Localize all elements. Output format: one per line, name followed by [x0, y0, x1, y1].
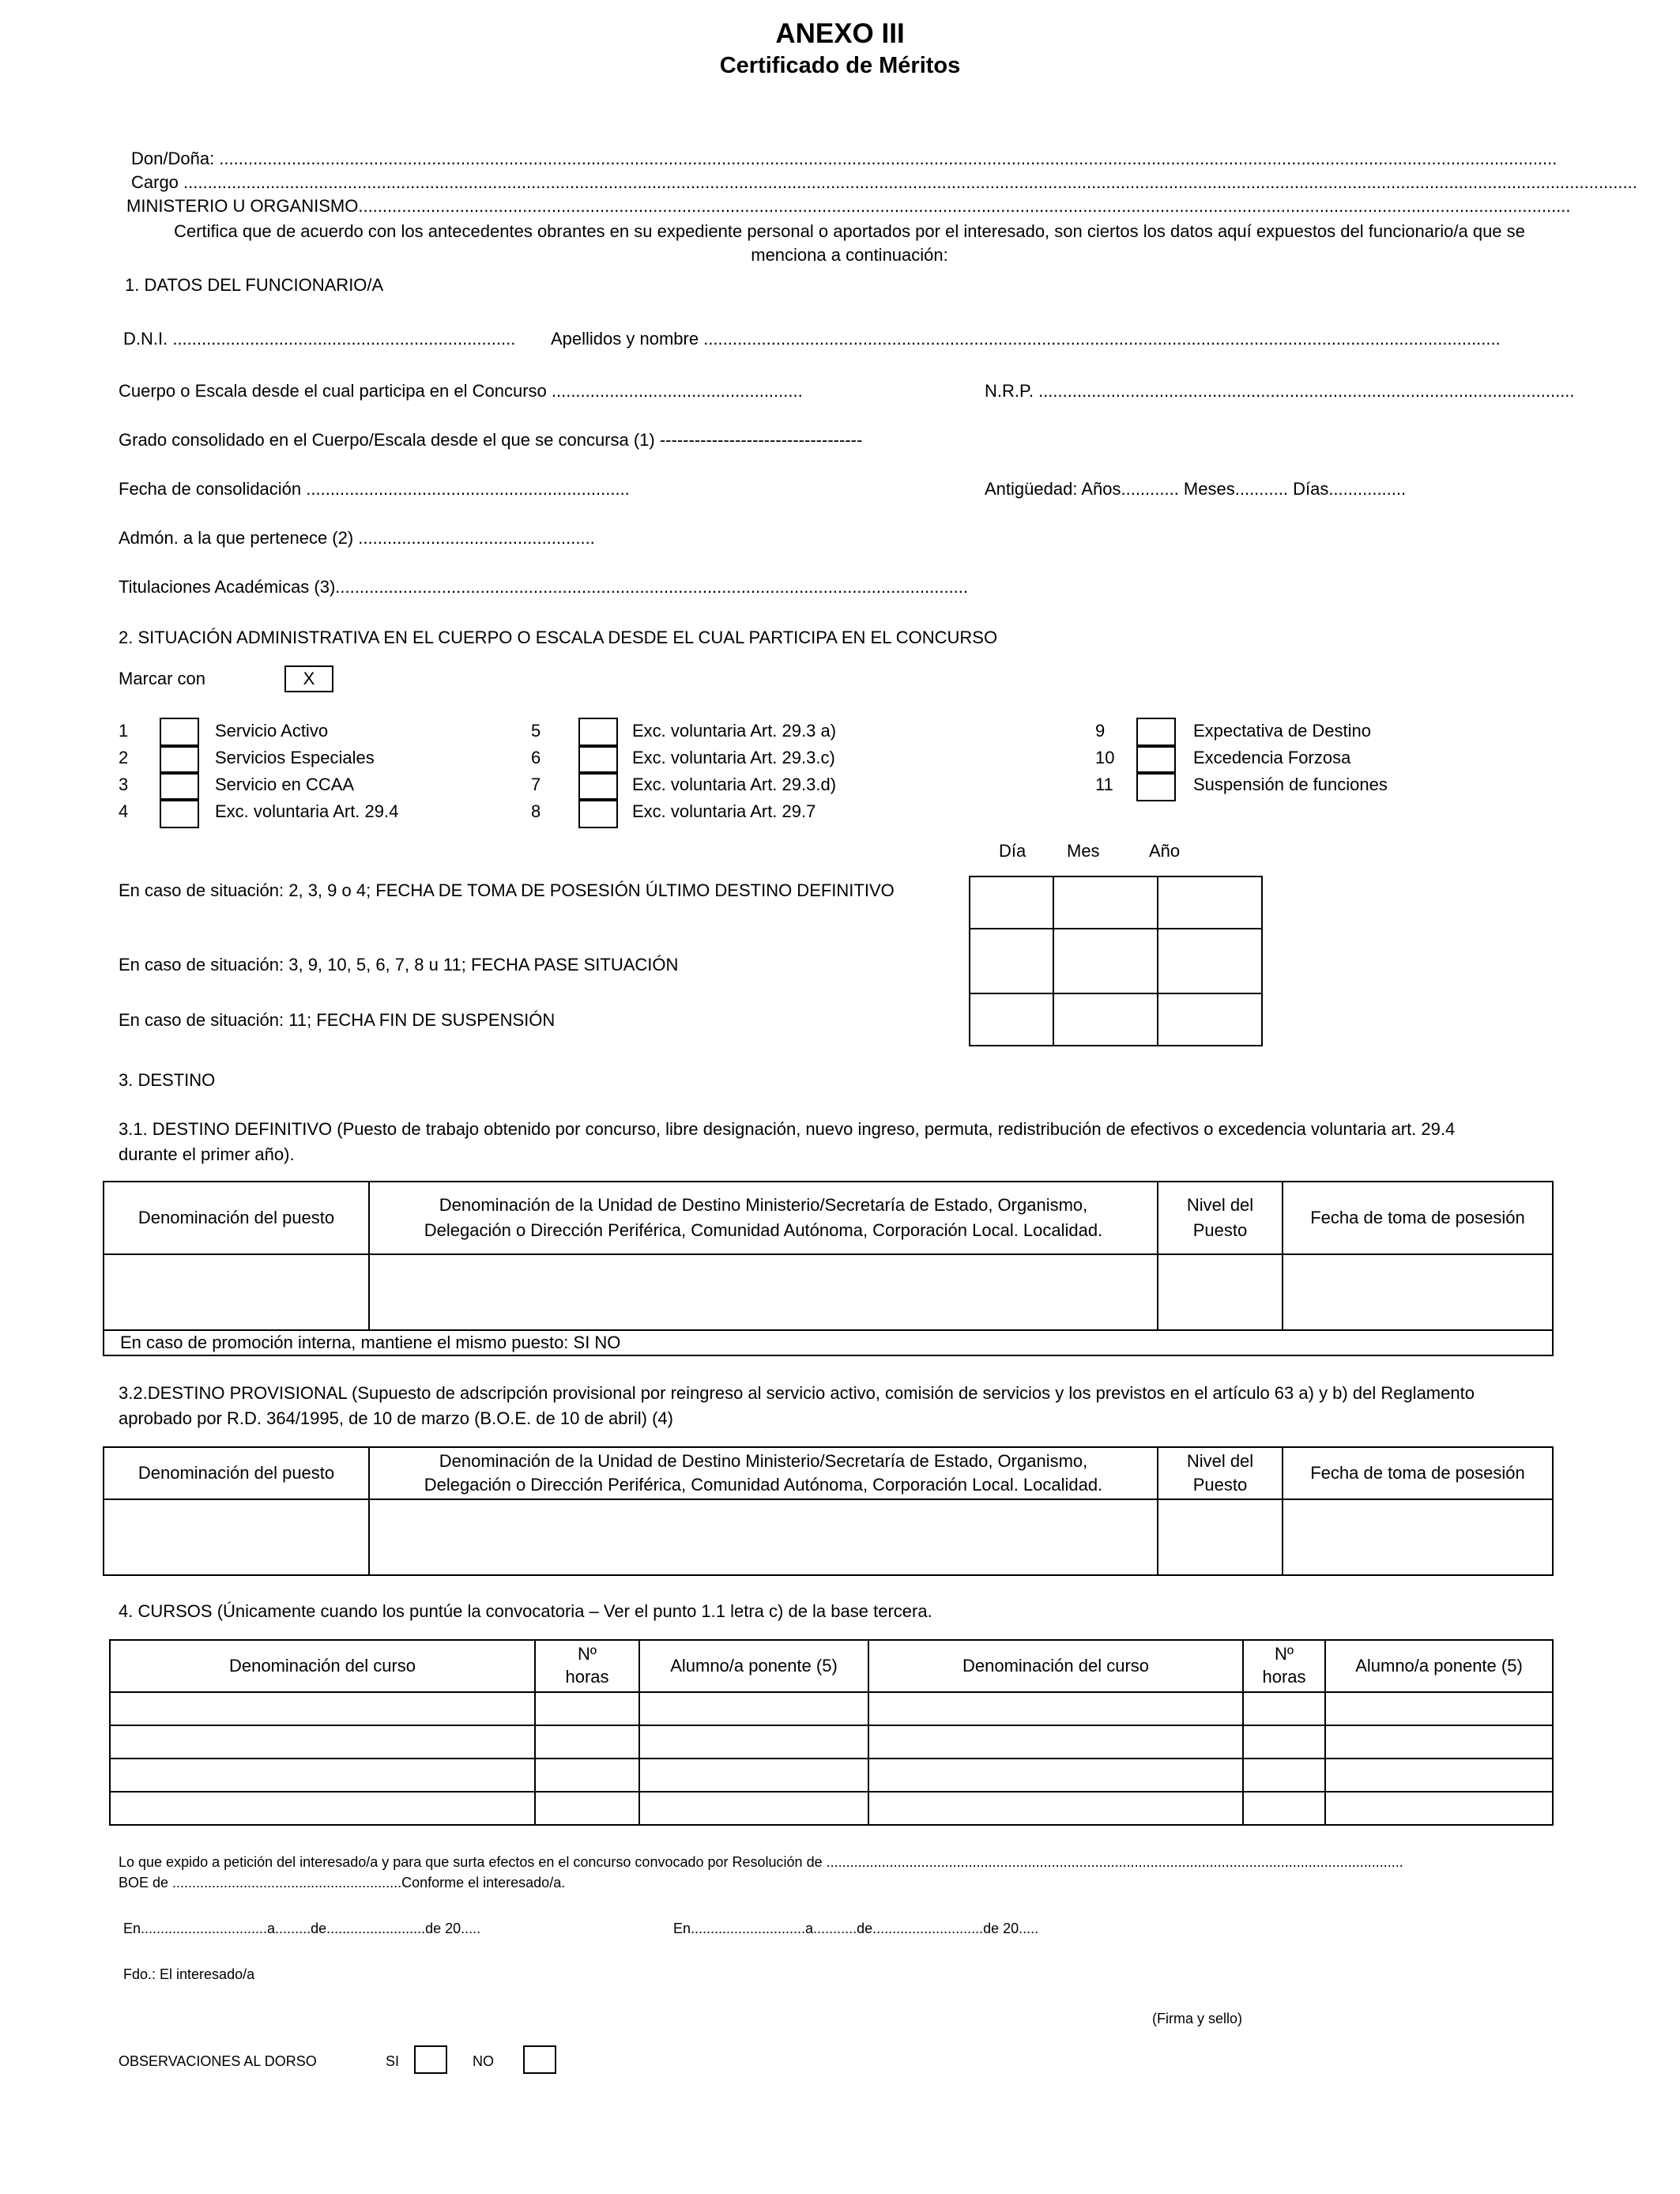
- situacion-checkbox-4[interactable]: [160, 798, 199, 828]
- header-horas-line2: horas: [1262, 1667, 1306, 1687]
- horas-cell[interactable]: [1243, 1692, 1325, 1725]
- alumno-cell[interactable]: [1325, 1792, 1553, 1825]
- document-subtitle: Certificado de Méritos: [719, 53, 961, 78]
- observaciones-label: OBSERVACIONES AL DORSO: [119, 2053, 317, 2069]
- header-fecha: Fecha de toma de posesión: [1283, 1447, 1553, 1499]
- section1-heading: 1. DATOS DEL FUNCIONARIO/A: [125, 275, 384, 295]
- fecha-cell[interactable]: [1283, 1499, 1553, 1575]
- curso-cell[interactable]: [110, 1725, 535, 1759]
- nivel-cell[interactable]: [1158, 1254, 1283, 1330]
- situacion-label: Suspensión de funciones: [1193, 775, 1388, 794]
- situacion-checkbox-6[interactable]: [578, 745, 618, 775]
- unidad-cell[interactable]: [369, 1254, 1158, 1330]
- horas-cell[interactable]: [535, 1692, 639, 1725]
- fecha-cell[interactable]: [1053, 876, 1158, 929]
- header-horas-line1: Nº: [578, 1644, 597, 1664]
- firma-sello-label: (Firma y sello): [1152, 2011, 1243, 2026]
- situacion-checkbox-10[interactable]: [1136, 745, 1176, 775]
- fecha-consolidacion-field[interactable]: Fecha de consolidación ...................................................................: [119, 479, 630, 499]
- header-horas: [1243, 1640, 1325, 1692]
- situacion-num: 1: [119, 721, 129, 741]
- nivel-cell[interactable]: [1158, 1499, 1283, 1575]
- expido-line1[interactable]: Lo que expido a petición del interesado/a y para que surta efectos en el concurso convocado por Resolución de ..................................................................................................................................................: [119, 1854, 1403, 1870]
- cursos-table: [109, 1639, 1554, 1826]
- fecha-cell[interactable]: [1053, 993, 1158, 1046]
- horas-cell[interactable]: [535, 1725, 639, 1759]
- header-horas-line1: Nº: [1275, 1644, 1294, 1664]
- table-row: [110, 1759, 1553, 1792]
- alumno-cell[interactable]: [639, 1792, 868, 1825]
- section2-heading: 2. SITUACIÓN ADMINISTRATIVA EN EL CUERPO O ESCALA DESDE EL CUAL PARTICIPA EN EL CONCURSO: [119, 628, 998, 647]
- situacion-checkbox-1[interactable]: [160, 718, 199, 748]
- apellidos-field[interactable]: Apellidos y nombre .....................................................................................................................................................................: [551, 329, 1501, 349]
- situacion-num: 2: [119, 748, 129, 767]
- puesto-cell[interactable]: [104, 1499, 369, 1575]
- fdo-label: Fdo.: El interesado/a: [123, 1966, 255, 1982]
- situacion-label: Servicio Activo: [215, 721, 329, 741]
- horas-cell[interactable]: [535, 1759, 639, 1792]
- alumno-cell[interactable]: [639, 1725, 868, 1759]
- table-row: [110, 1792, 1553, 1825]
- si-label: SI: [386, 2053, 400, 2069]
- puesto-cell[interactable]: [104, 1254, 369, 1330]
- header-nivel-line1: Nivel del: [1186, 1451, 1254, 1472]
- section4-heading: 4. CURSOS (Únicamente cuando los puntúe la convocatoria – Ver el punto 1.1 letra c) de la base tercera.: [119, 1601, 932, 1621]
- destino-definitivo-line2: durante el primer año).: [119, 1144, 295, 1164]
- destino-provisional-table: [103, 1446, 1554, 1576]
- destino-provisional-line2: aprobado por R.D. 364/1995, de 10 de marzo (B.O.E. de 10 de abril) (4): [119, 1408, 673, 1428]
- header-nivel-line1: Nivel del: [1186, 1195, 1254, 1216]
- curso-cell[interactable]: [110, 1759, 535, 1792]
- expido-line2[interactable]: BOE de ..........................................................Conforme el interesado/a.: [119, 1875, 566, 1891]
- header-puesto: Denominación del puesto: [104, 1447, 369, 1499]
- fecha-cell[interactable]: [1158, 993, 1262, 1046]
- header-fecha: Fecha de toma de posesión: [1283, 1182, 1553, 1254]
- section3-heading: 3. DESTINO: [119, 1070, 216, 1090]
- unidad-cell[interactable]: [369, 1499, 1158, 1575]
- mes-header: Mes: [1067, 841, 1100, 861]
- caso3-label: En caso de situación: 11; FECHA FIN DE SUSPENSIÓN: [119, 1010, 556, 1030]
- anio-header: Año: [1149, 841, 1181, 861]
- don-dona-field[interactable]: Don/Doña: .....................................................................................................................................................................................................................................................................................: [131, 149, 1558, 168]
- alumno-cell[interactable]: [1325, 1692, 1553, 1725]
- certifica-text-line1: Certifica que de acuerdo con los antecedentes obrantes en su expediente personal o aportados por el interesado, son ciertos los datos aquí expuestos del funcionario/a que se: [174, 221, 1525, 241]
- situacion-num: 11: [1095, 775, 1113, 794]
- situacion-label: Excedencia Forzosa: [1193, 748, 1351, 767]
- fecha-cell[interactable]: [970, 929, 1053, 993]
- situacion-num: 8: [531, 801, 541, 821]
- situacion-checkbox-9[interactable]: [1136, 718, 1176, 748]
- cuerpo-field[interactable]: Cuerpo o Escala desde el cual participa en el Concurso ....................................................: [119, 381, 803, 401]
- document-title: ANEXO III: [775, 18, 905, 49]
- caso2-label: En caso de situación: 3, 9, 10, 5, 6, 7, 8 u 11; FECHA PASE SITUACIÓN: [119, 955, 679, 974]
- header-curso: Denominación del curso: [868, 1640, 1243, 1692]
- situacion-label: Exc. voluntaria Art. 29.7: [632, 801, 816, 821]
- destino-provisional-line1: 3.2.DESTINO PROVISIONAL (Supuesto de adscripción provisional por reingreso al servicio activo, comisión de servicios y los previstos en el artículo 63 a) y b) del Reglamento: [119, 1383, 1475, 1403]
- curso-cell[interactable]: [868, 1725, 1243, 1759]
- lugar-fecha-field-2[interactable]: En.............................a...........de............................de 20.....: [673, 1921, 1039, 1936]
- header-alumno: Alumno/a ponente (5): [639, 1640, 868, 1692]
- header-unidad: [369, 1447, 1158, 1499]
- situacion-num: 4: [119, 801, 129, 821]
- situacion-num: 6: [531, 748, 541, 767]
- situacion-checkbox-8[interactable]: [578, 798, 618, 828]
- header-alumno: Alumno/a ponente (5): [1325, 1640, 1553, 1692]
- admon-field[interactable]: Admón. a la que pertenece (2) .................................................: [119, 528, 595, 548]
- dni-field[interactable]: D.N.I. .......................................................................: [123, 329, 516, 349]
- curso-cell[interactable]: [110, 1692, 535, 1725]
- antiguedad-field[interactable]: Antigüedad: Años............ Meses........... Días................: [985, 479, 1407, 499]
- grado-field[interactable]: Grado consolidado en el Cuerpo/Escala desde el que se concursa (1) -----------------------------------: [119, 430, 863, 450]
- situacion-label: Servicio en CCAA: [215, 775, 355, 794]
- header-nivel-line2: Puesto: [1192, 1220, 1248, 1240]
- table-row: [110, 1692, 1553, 1725]
- situacion-label: Expectativa de Destino: [1193, 721, 1372, 741]
- fechas-grid: [969, 876, 1263, 1046]
- fecha-cell[interactable]: [1283, 1254, 1553, 1330]
- alumno-cell[interactable]: [639, 1692, 868, 1725]
- fecha-cell[interactable]: [970, 993, 1053, 1046]
- header-unidad-line2: Delegación o Dirección Periférica, Comunidad Autónoma, Corporación Local. Localidad.: [424, 1220, 1103, 1240]
- marcar-con-label: Marcar con: [119, 669, 206, 688]
- alumno-cell[interactable]: [639, 1759, 868, 1792]
- cargo-field[interactable]: Cargo .............................................................................................................................................................................................................................................................................................................: [131, 172, 1637, 192]
- caso1-label: En caso de situación: 2, 3, 9 o 4; FECHA DE TOMA DE POSESIÓN ÚLTIMO DESTINO DEFINITIVO: [119, 880, 895, 900]
- header-unidad-line1: Denominación de la Unidad de Destino Ministerio/Secretaría de Estado, Organismo,: [439, 1195, 1088, 1216]
- header-puesto: Denominación del puesto: [104, 1182, 369, 1254]
- situacion-checkbox-5[interactable]: [578, 718, 618, 748]
- alumno-cell[interactable]: [1325, 1759, 1553, 1792]
- table-row: [110, 1725, 1553, 1759]
- situacion-num: 7: [531, 775, 541, 794]
- situacion-checkbox-2[interactable]: [160, 745, 199, 775]
- situacion-label: Exc. voluntaria Art. 29.3.d): [632, 775, 837, 794]
- situacion-label: Servicios Especiales: [215, 748, 375, 767]
- situacion-checkbox-7[interactable]: [578, 771, 618, 801]
- header-unidad-line2: Delegación o Dirección Periférica, Comunidad Autónoma, Corporación Local. Localidad.: [424, 1475, 1103, 1495]
- curso-cell[interactable]: [868, 1792, 1243, 1825]
- marcar-example-box: X: [284, 665, 333, 692]
- curso-cell[interactable]: [868, 1692, 1243, 1725]
- situacion-num: 10: [1095, 748, 1115, 767]
- header-unidad-line1: Denominación de la Unidad de Destino Ministerio/Secretaría de Estado, Organismo,: [439, 1451, 1088, 1472]
- header-horas-line2: horas: [565, 1667, 609, 1687]
- situacion-label: Exc. voluntaria Art. 29.4: [215, 801, 399, 821]
- situacion-label: Exc. voluntaria Art. 29.3 a): [632, 721, 837, 741]
- destino-definitivo-line1: 3.1. DESTINO DEFINITIVO (Puesto de trabajo obtenido por concurso, libre designación, nuevo ingreso, permuta, redistribución de efectivos o excedencia voluntaria art. 29.4: [119, 1119, 1456, 1139]
- fecha-cell[interactable]: [970, 876, 1053, 929]
- fecha-cell[interactable]: [1053, 929, 1158, 993]
- header-nivel-line2: Puesto: [1192, 1475, 1248, 1495]
- situacion-checkbox-11[interactable]: [1136, 771, 1176, 801]
- dia-header: Día: [999, 841, 1026, 861]
- observaciones-no-checkbox[interactable]: [523, 2045, 556, 2074]
- situacion-num: 3: [119, 775, 129, 794]
- horas-cell[interactable]: [1243, 1725, 1325, 1759]
- observaciones-si-checkbox[interactable]: [414, 2045, 447, 2074]
- curso-cell[interactable]: [868, 1759, 1243, 1792]
- nrp-field[interactable]: N.R.P. ...............................................................................................................: [985, 381, 1575, 401]
- certifica-text-line2: menciona a continuación:: [751, 245, 948, 265]
- header-nivel: [1158, 1182, 1283, 1254]
- header-horas: [535, 1640, 639, 1692]
- horas-cell[interactable]: [1243, 1792, 1325, 1825]
- curso-cell[interactable]: [110, 1792, 535, 1825]
- situacion-num: 5: [531, 721, 541, 741]
- ministerio-field[interactable]: MINISTERIO U ORGANISMO...........................................................................................................................................................................................................................................................: [126, 196, 1571, 216]
- destino-definitivo-table: [103, 1181, 1554, 1356]
- promocion-interna-row[interactable]: En caso de promoción interna, mantiene el mismo puesto: SI NO: [104, 1330, 1553, 1355]
- situacion-checkbox-3[interactable]: [160, 771, 199, 801]
- alumno-cell[interactable]: [1325, 1725, 1553, 1759]
- titulaciones-field[interactable]: Titulaciones Académicas (3)...................................................................................................................................: [119, 577, 969, 597]
- situacion-label: Exc. voluntaria Art. 29.3.c): [632, 748, 835, 767]
- fecha-cell[interactable]: [1158, 876, 1262, 929]
- header-curso: Denominación del curso: [110, 1640, 535, 1692]
- horas-cell[interactable]: [1243, 1759, 1325, 1792]
- no-label: NO: [473, 2053, 494, 2069]
- header-unidad: [369, 1182, 1158, 1254]
- fecha-cell[interactable]: [1158, 929, 1262, 993]
- lugar-fecha-field-1[interactable]: En................................a.........de.........................de 20.....: [123, 1921, 481, 1936]
- header-nivel: [1158, 1447, 1283, 1499]
- horas-cell[interactable]: [535, 1792, 639, 1825]
- situacion-num: 9: [1095, 721, 1106, 741]
